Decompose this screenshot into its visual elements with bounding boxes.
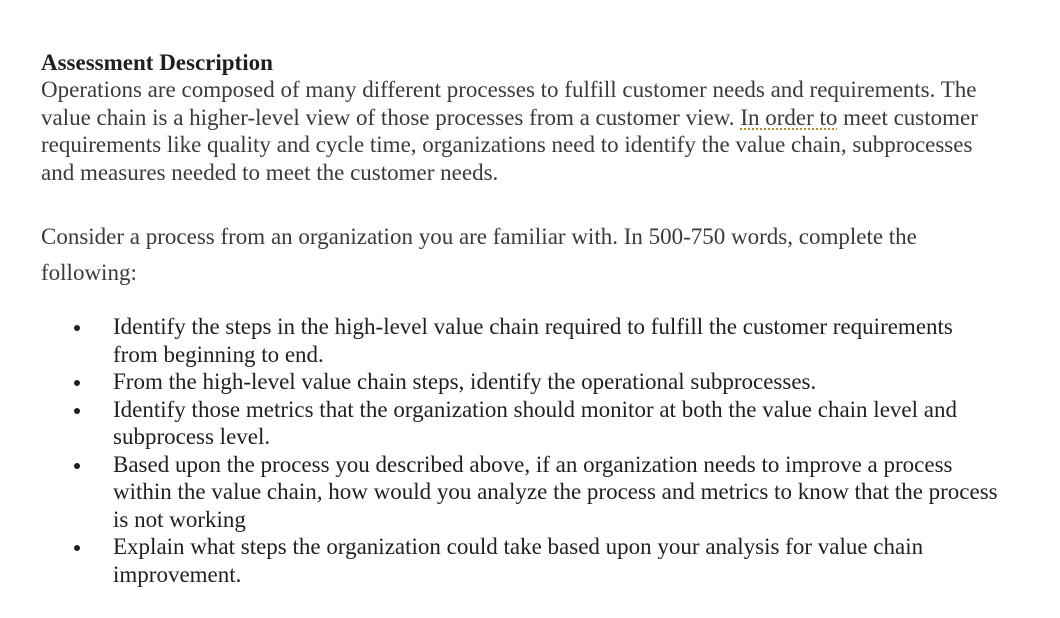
bullet-icon bbox=[74, 408, 80, 414]
list-item-text: Explain what steps the organization could take based upon your analysis for value chain improvement. bbox=[113, 534, 924, 587]
intro-text-part1: Operations are composed of many different processes to fulfill customer needs and requirements. The value chain is a higher-level view of those processes from a customer view. bbox=[41, 77, 977, 130]
list-item-text: Identify those metrics that the organization should monitor at both the value chain level and subprocess level. bbox=[113, 396, 957, 449]
list-item-text: From the high-level value chain steps, identify the operational subprocesses. bbox=[113, 369, 817, 394]
document-body bbox=[41, 49, 1041, 587]
list-item bbox=[41, 451, 1001, 534]
bullet-icon bbox=[74, 463, 80, 469]
list-item bbox=[41, 396, 1001, 451]
proofing-underlined-phrase[interactable]: In order to bbox=[740, 104, 838, 130]
intro-text-part2: meet customer requirements like quality and cycle time, organizations need to identify the value chain, subprocesses and measures needed to meet the customer needs. bbox=[41, 104, 978, 185]
bullet-icon bbox=[74, 545, 80, 551]
list-item bbox=[41, 368, 1001, 396]
list-item-text: Identify the steps in the high-level value chain required to fulfill the customer requirements from beginning to end. bbox=[113, 314, 953, 367]
list-item bbox=[41, 313, 1001, 368]
list-item-text: Based upon the process you described above, if an organization needs to improve a process within the value chain, how would you analyze the process and metrics to know that the process is not working bbox=[113, 451, 998, 532]
requirements-list bbox=[41, 313, 1001, 588]
intro-paragraph bbox=[41, 76, 981, 186]
bullet-icon bbox=[74, 325, 80, 331]
assignment-prompt: Consider a process from an organization you are familiar with. In 500-750 words, complete the following: bbox=[41, 224, 917, 285]
bullet-icon bbox=[74, 380, 80, 386]
assessment-heading: Assessment Description bbox=[41, 50, 273, 75]
list-item bbox=[41, 533, 1001, 588]
